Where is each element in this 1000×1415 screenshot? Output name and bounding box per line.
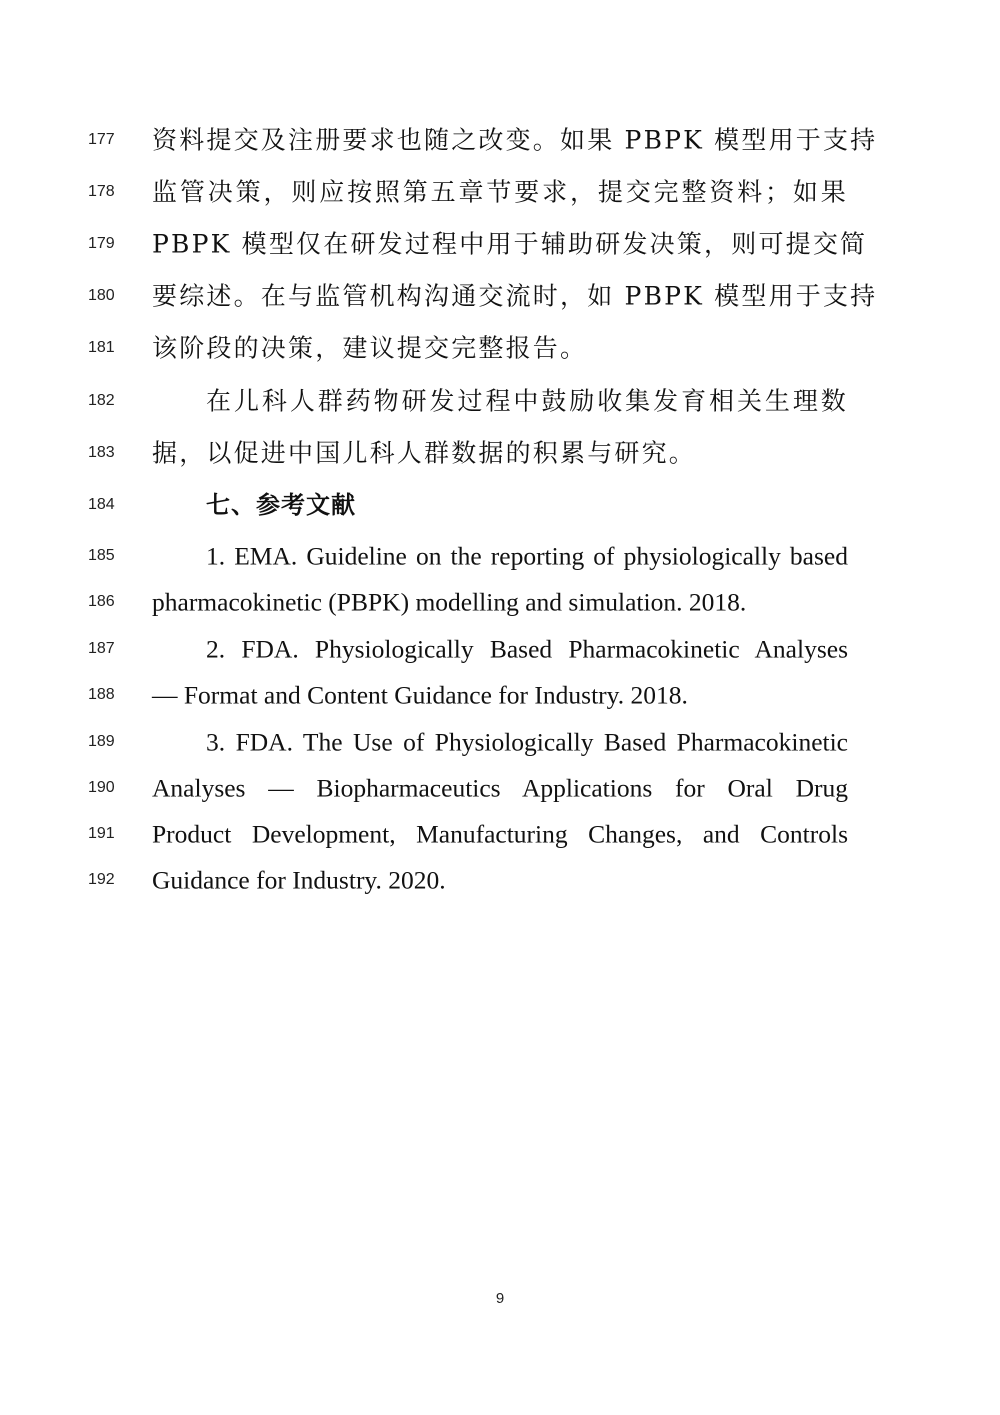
line-number: 177: [88, 131, 115, 148]
reference-text: Analyses — Biopharmaceutics Applications for Oral Drug: [152, 773, 848, 803]
text-line: [0, 430, 1000, 476]
reference-text: Product Development, Manufacturing Changes, and Controls: [152, 819, 848, 849]
reference-text: — Format and Content Guidance for Industry. 2018.: [152, 680, 688, 710]
line-text: PBPK 模型仅在研发过程中用于辅助研发决策，则可提交简: [152, 229, 868, 259]
text-line: [0, 169, 1000, 215]
text-line: [0, 273, 1000, 319]
line-text: 据，以促进中国儿科人群数据的积累与研究。: [152, 438, 697, 468]
line-text: 要综述。在与监管机构沟通交流时，如 PBPK 模型用于支持: [152, 281, 878, 311]
section-heading-line: [0, 482, 1000, 528]
reference-line: [0, 765, 1000, 811]
line-number: 184: [88, 496, 115, 513]
line-text: 资料提交及注册要求也随之改变。如果 PBPK 模型用于支持: [152, 125, 878, 155]
line-number: 178: [88, 183, 115, 200]
line-number: 189: [88, 733, 115, 750]
line-text: 在儿科人群药物研发过程中鼓励收集发育相关生理数: [206, 386, 848, 416]
reference-text: pharmacokinetic (PBPK) modelling and simulation. 2018.: [152, 587, 747, 617]
page-number: 9: [495, 1290, 505, 1307]
line-number: 179: [88, 235, 115, 252]
reference-line: [0, 579, 1000, 625]
line-text: 监管决策，则应按照第五章节要求，提交完整资料；如果: [152, 177, 848, 207]
reference-text: 2. FDA. Physiologically Based Pharmacokinetic Analyses: [206, 634, 848, 664]
text-line: [0, 325, 1000, 371]
line-number: 192: [88, 871, 115, 888]
line-number: 188: [88, 686, 115, 703]
line-number: 182: [88, 392, 115, 409]
reference-line: [0, 672, 1000, 718]
reference-text: 1. EMA. Guideline on the reporting of physiologically based: [206, 541, 848, 571]
line-number: 185: [88, 547, 115, 564]
line-number: 183: [88, 444, 115, 461]
reference-line: [0, 811, 1000, 857]
text-line: [0, 221, 1000, 267]
text-line: [0, 378, 1000, 424]
line-text: 该阶段的决策，建议提交完整报告。: [152, 333, 588, 363]
reference-line: [0, 857, 1000, 903]
line-number: 186: [88, 593, 115, 610]
reference-line: [0, 719, 1000, 765]
reference-line: [0, 533, 1000, 579]
line-number: 187: [88, 640, 115, 657]
section-heading: 七、参考文献: [206, 491, 356, 519]
line-number: 181: [88, 339, 115, 356]
reference-line: [0, 626, 1000, 672]
reference-text: Guidance for Industry. 2020.: [152, 865, 446, 895]
line-number: 191: [88, 825, 115, 842]
line-number: 180: [88, 287, 115, 304]
reference-text: 3. FDA. The Use of Physiologically Based Pharmacokinetic: [206, 727, 848, 757]
text-line: [0, 117, 1000, 163]
line-number: 190: [88, 779, 115, 796]
